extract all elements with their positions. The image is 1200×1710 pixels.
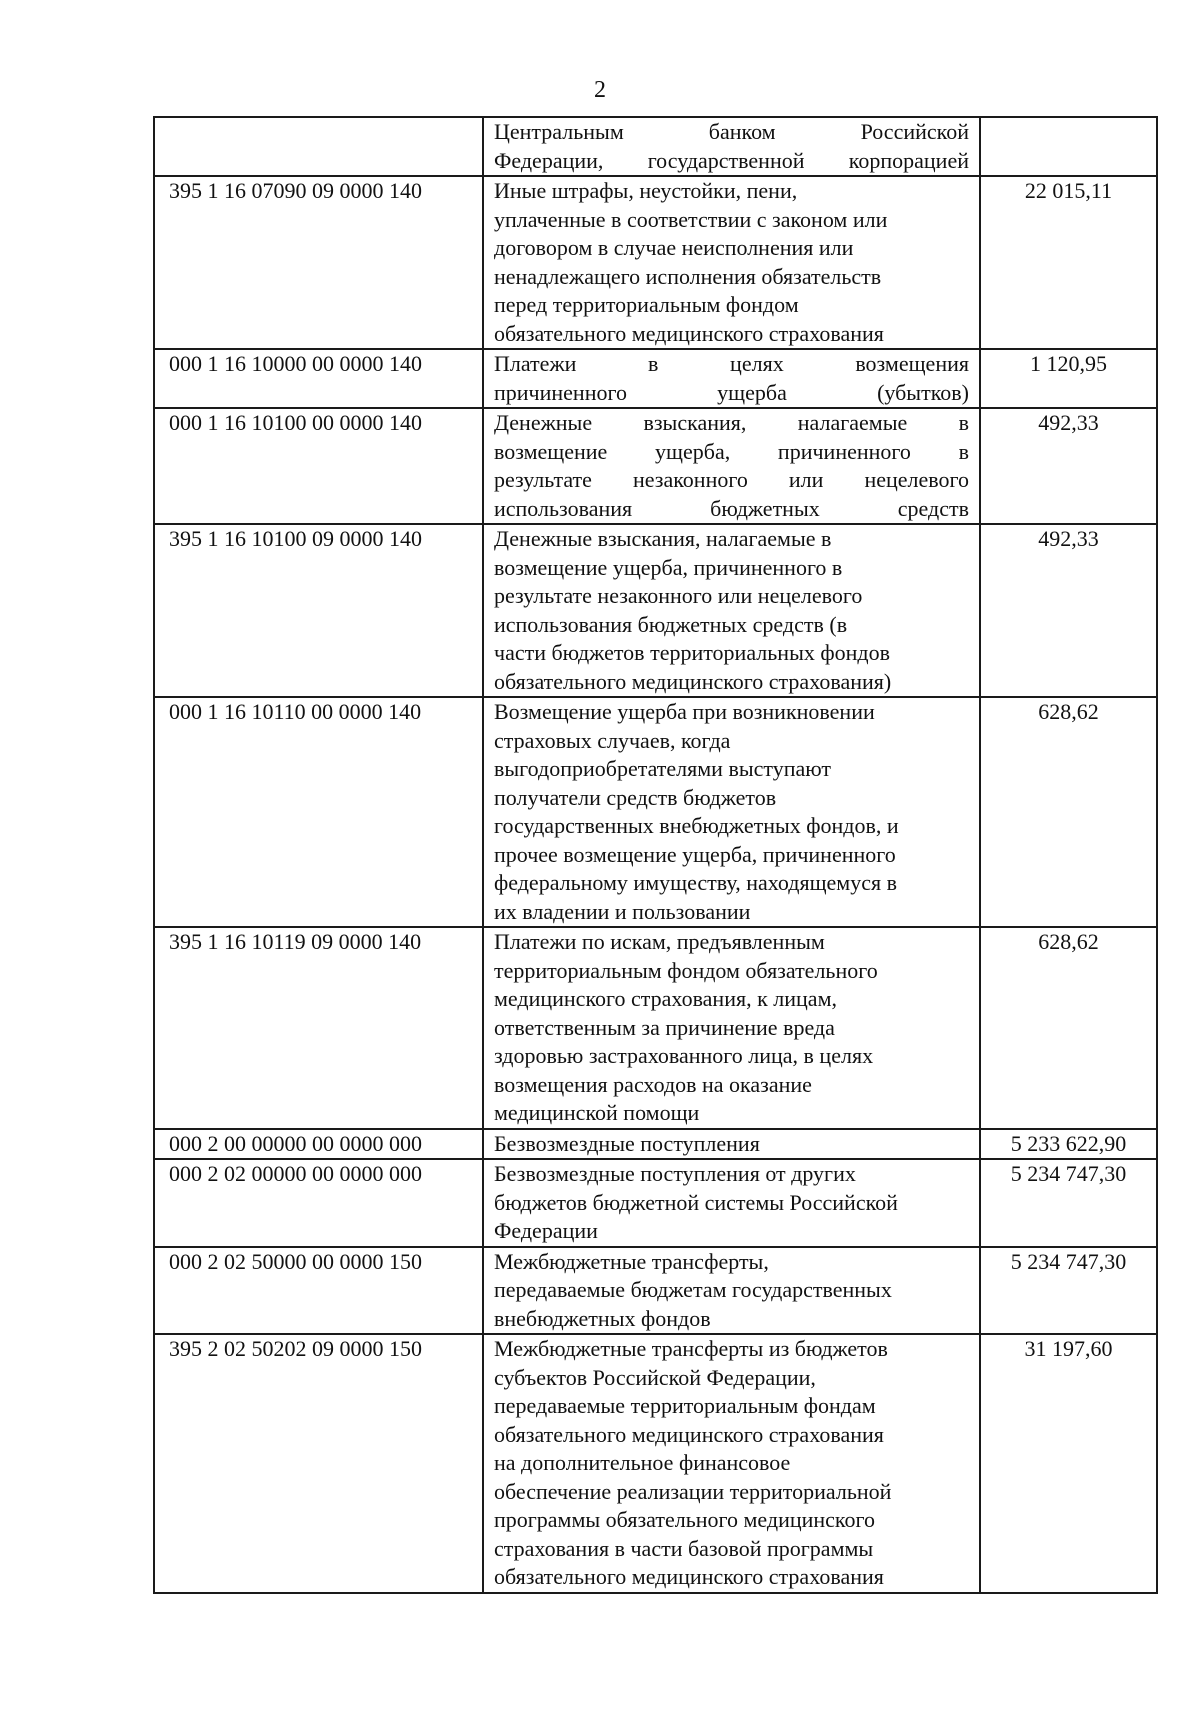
amount-cell xyxy=(980,117,1157,176)
description-line: Денежные взыскания, налагаемые в xyxy=(494,526,832,551)
description-line: выгодоприобретателями выступают xyxy=(494,756,832,781)
description-cell xyxy=(483,408,980,524)
budget-code-cell: 395 1 16 10100 09 0000 140 xyxy=(154,524,483,697)
description-line: передаваемые территориальным фондам xyxy=(494,1393,876,1418)
description-line: медицинского страхования, к лицам, xyxy=(494,986,837,1011)
budget-code-cell: 000 2 02 00000 00 0000 000 xyxy=(154,1159,483,1247)
description-line: возмещения расходов на оказание xyxy=(494,1071,812,1097)
budget-code-cell: 000 1 16 10000 00 0000 140 xyxy=(154,349,483,408)
description-line: Иные штрафы, неустойки, пени, xyxy=(494,178,798,203)
description-line: обеспечение реализации территориальной xyxy=(494,1478,892,1504)
budget-code-cell: 000 2 00 00000 00 0000 000 xyxy=(154,1129,483,1160)
description-line: на дополнительное финансовое xyxy=(494,1450,791,1475)
description-cell xyxy=(483,117,980,176)
amount-cell: 492,33 xyxy=(980,408,1157,524)
description-cell xyxy=(483,176,980,349)
amount-cell: 628,62 xyxy=(980,697,1157,927)
budget-code-cell: 000 2 02 50000 00 0000 150 xyxy=(154,1247,483,1335)
description-line: передаваемые бюджетам государственных xyxy=(494,1277,892,1302)
description-line: страховых случаев, когда xyxy=(494,727,731,753)
table-body xyxy=(154,117,1157,1593)
table-row xyxy=(154,349,1157,408)
description-line: государственных внебюджетных фондов, и xyxy=(494,813,899,838)
description-line: Возмещение ущерба при возникновении xyxy=(494,699,875,724)
description-line: обязательного медицинского страхования xyxy=(494,320,884,346)
amount-cell: 5 233 622,90 xyxy=(980,1129,1157,1160)
description-line: субъектов Российской Федерации, xyxy=(494,1364,816,1390)
description-cell xyxy=(483,927,980,1129)
description-line: прочее возмещение ущерба, причиненного xyxy=(494,841,896,867)
table-row xyxy=(154,1159,1157,1247)
table-row xyxy=(154,524,1157,697)
description-line: уплаченные в соответствии с законом или xyxy=(494,206,888,232)
description-line: здоровью застрахованного лица, в целях xyxy=(494,1043,874,1068)
amount-cell: 22 015,11 xyxy=(980,176,1157,349)
description-line: части бюджетов территориальных фондов xyxy=(494,640,890,665)
description-line: Платежи по искам, предъявленным xyxy=(494,929,825,954)
table-row xyxy=(154,927,1157,1129)
budget-code-cell: 000 1 16 10100 00 0000 140 xyxy=(154,408,483,524)
description-line: Центральным банком Российской xyxy=(494,119,969,144)
description-line: договором в случае неисполнения или xyxy=(494,235,854,260)
table-row xyxy=(154,1129,1157,1160)
budget-code-cell: 395 1 16 10119 09 0000 140 xyxy=(154,927,483,1129)
description-line: использования бюджетных средств xyxy=(494,495,969,521)
description-cell xyxy=(483,1129,980,1160)
description-line: результате незаконного или нецелевого xyxy=(494,467,969,492)
budget-code-cell xyxy=(154,117,483,176)
budget-code-cell: 395 2 02 50202 09 0000 150 xyxy=(154,1334,483,1593)
page-number: 2 xyxy=(594,77,606,103)
amount-cell: 628,62 xyxy=(980,927,1157,1129)
description-line: обязательного медицинского страхования) xyxy=(494,668,892,694)
description-line: результате незаконного или нецелевого xyxy=(494,583,863,608)
description-line: федеральному имуществу, находящемуся в xyxy=(494,870,897,895)
description-line: бюджетов бюджетной системы Российской xyxy=(494,1189,898,1215)
description-line: Межбюджетные трансферты из бюджетов xyxy=(494,1336,888,1361)
description-cell xyxy=(483,349,980,408)
amount-cell: 5 234 747,30 xyxy=(980,1159,1157,1247)
description-line: возмещение ущерба, причиненного в xyxy=(494,438,969,464)
description-cell xyxy=(483,1247,980,1335)
budget-code-cell: 000 1 16 10110 00 0000 140 xyxy=(154,697,483,927)
description-cell xyxy=(483,524,980,697)
description-line: обязательного медицинского страхования xyxy=(494,1421,884,1447)
description-line: причиненного ущерба (убытков) xyxy=(494,379,969,405)
table-row xyxy=(154,176,1157,349)
budget-revenue-table xyxy=(153,116,1158,1594)
description-line: внебюджетных фондов xyxy=(494,1305,711,1331)
description-line: перед территориальным фондом xyxy=(494,292,799,317)
description-line: медицинской помощи xyxy=(494,1100,700,1125)
description-line: Межбюджетные трансферты, xyxy=(494,1248,769,1274)
description-line: Денежные взыскания, налагаемые в xyxy=(494,410,969,435)
description-line: территориальным фондом обязательного xyxy=(494,957,878,983)
description-line: Федерации xyxy=(494,1218,598,1243)
amount-cell: 1 120,95 xyxy=(980,349,1157,408)
description-line: обязательного медицинского страхования xyxy=(494,1564,884,1589)
amount-cell: 5 234 747,30 xyxy=(980,1247,1157,1335)
amount-cell: 492,33 xyxy=(980,524,1157,697)
description-line: использования бюджетных средств (в xyxy=(494,611,848,637)
description-line: Безвозмездные поступления xyxy=(494,1130,760,1156)
table-row xyxy=(154,117,1157,176)
description-cell xyxy=(483,1159,980,1247)
description-line: ненадлежащего исполнения обязательств xyxy=(494,263,882,289)
budget-code-cell: 395 1 16 07090 09 0000 140 xyxy=(154,176,483,349)
description-line: ответственным за причинение вреда xyxy=(494,1014,835,1040)
table-row xyxy=(154,1334,1157,1593)
description-line: возмещение ущерба, причиненного в xyxy=(494,554,843,580)
description-cell xyxy=(483,1334,980,1593)
table-row xyxy=(154,1247,1157,1335)
description-cell xyxy=(483,697,980,927)
description-line: получатели средств бюджетов xyxy=(494,784,777,810)
description-line: страхования в части базовой программы xyxy=(494,1535,874,1561)
description-line: программы обязательного медицинского xyxy=(494,1507,875,1532)
table-row xyxy=(154,697,1157,927)
amount-cell: 31 197,60 xyxy=(980,1334,1157,1593)
table-row xyxy=(154,408,1157,524)
description-line: Платежи в целях возмещения xyxy=(494,351,969,376)
description-line: Безвозмездные поступления от других xyxy=(494,1161,856,1186)
description-line: их владении и пользовании xyxy=(494,898,751,924)
description-line: Федерации, государственной корпорацией xyxy=(494,147,969,173)
